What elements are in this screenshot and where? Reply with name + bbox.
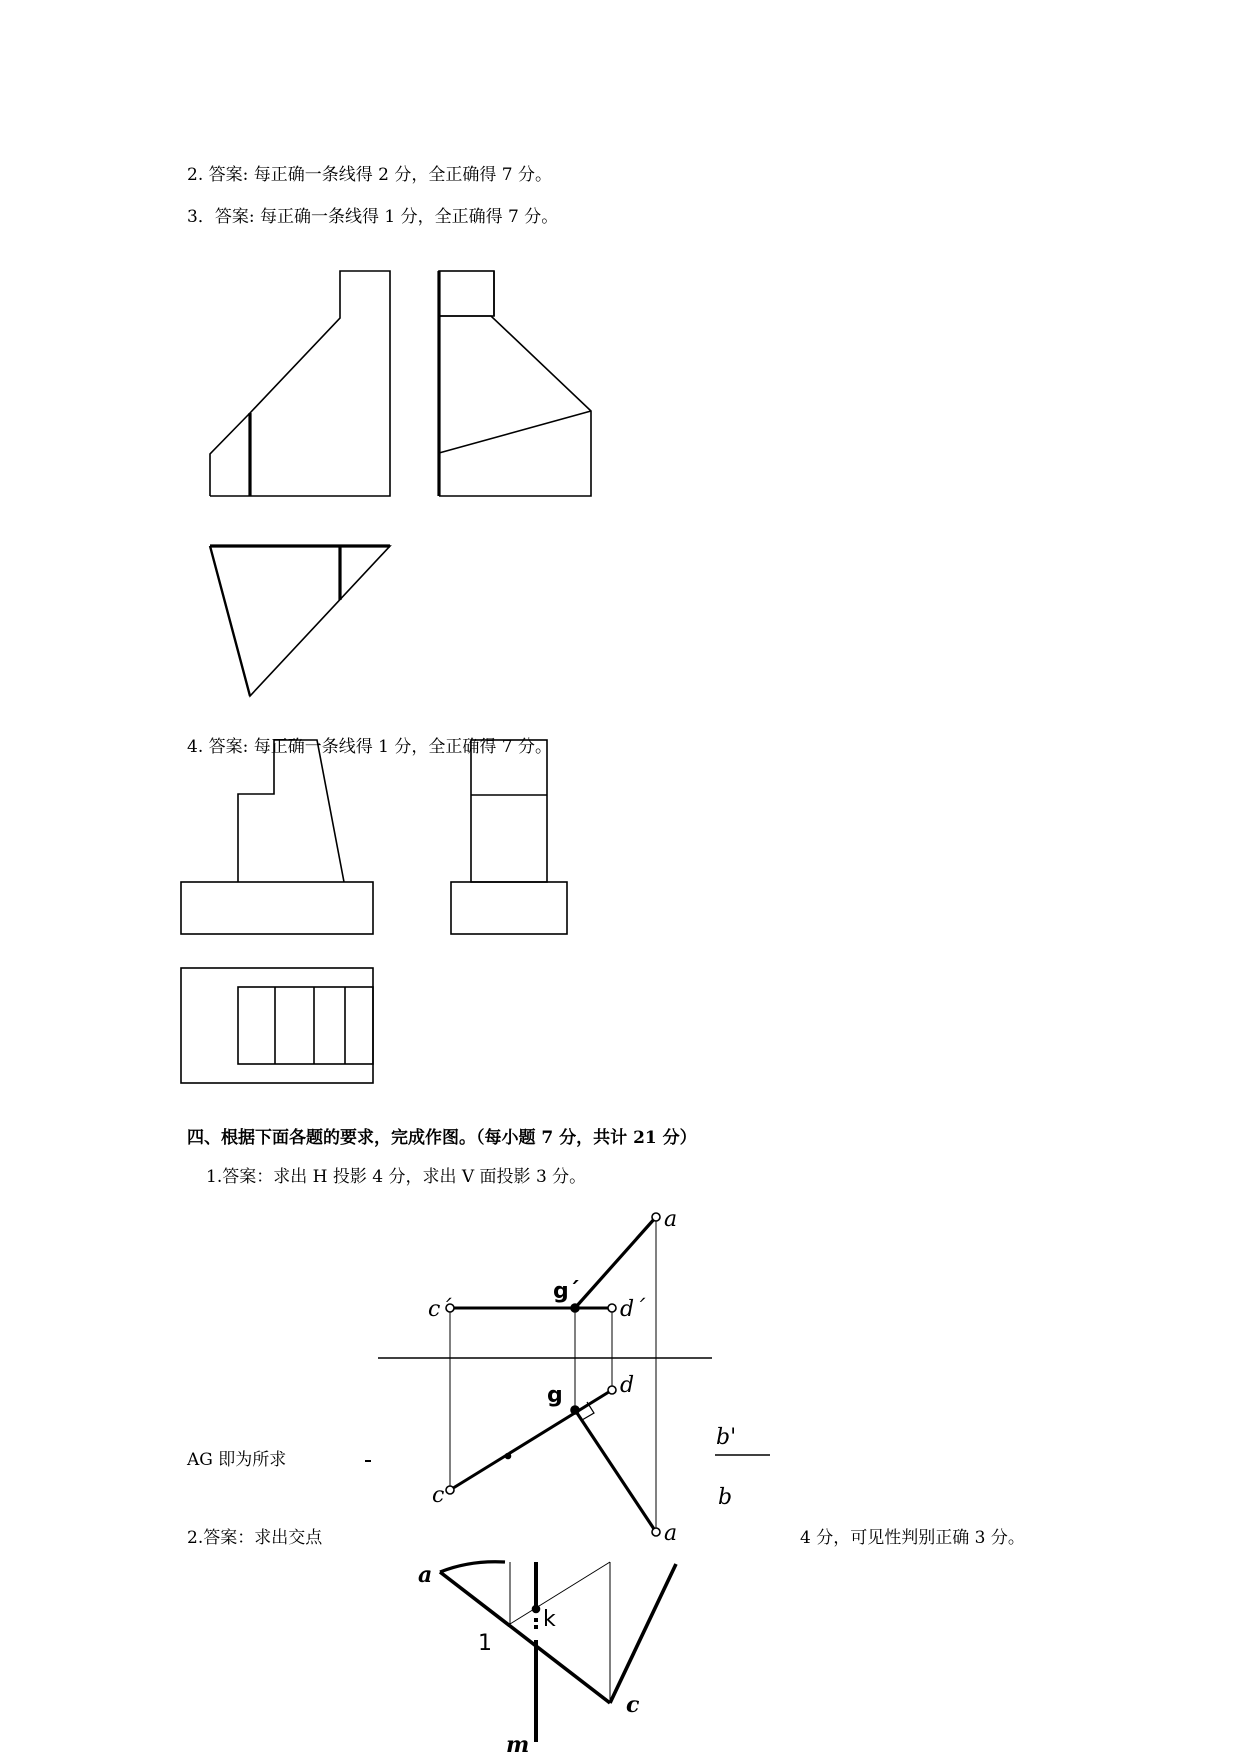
q4-top-view (181, 968, 373, 1083)
label-fig2-k: k (543, 1607, 556, 1632)
label-a-bottom: a (664, 1521, 678, 1546)
label-d-prime: d´ (620, 1297, 646, 1322)
section4-item2-left: 2.答案：求出交点 (187, 1528, 323, 1548)
figure1-labels (428, 1207, 736, 1546)
label-g-prime: g´ (553, 1279, 580, 1304)
label-g: g (547, 1383, 563, 1408)
section4-heading: 四、根据下面各题的要求，完成作图。（每小题 7 分，共计 21 分） (187, 1128, 697, 1148)
answer-q4: 4. 答案: 每正确一条线得 1 分，全正确得 7 分。 (187, 737, 553, 757)
label-b: b (718, 1485, 733, 1510)
section4-item1-result: AG 即为所求 (187, 1450, 287, 1470)
q3-front-view (210, 271, 390, 496)
figure2-labels (418, 1562, 640, 1754)
answer-q3: 3．答案: 每正确一条线得 1 分，全正确得 7 分。 (187, 207, 559, 227)
figure2-intersection (440, 1562, 676, 1742)
label-b-prime: b' (716, 1425, 737, 1450)
label-c-prime: c´ (428, 1297, 452, 1322)
label-fig2-m: m (506, 1732, 530, 1754)
answer-q2: 2. 答案: 每正确一条线得 2 分，全正确得 7 分。 (187, 165, 553, 185)
section4-item1: 1.答案：求出 H 投影 4 分，求出 V 面投影 3 分。 (206, 1167, 587, 1187)
label-c: c (432, 1483, 445, 1508)
q4-side-view (451, 740, 567, 934)
figure1-projection (365, 1213, 770, 1536)
label-fig2-a: a (418, 1562, 433, 1588)
label-d: d (620, 1373, 635, 1398)
section4-item2-right: 4 分，可见性判别正确 3 分。 (800, 1528, 1025, 1548)
label-fig2-c: c (626, 1692, 640, 1718)
q3-top-view (210, 546, 390, 696)
q4-front-view (181, 740, 373, 934)
label-a-top: a (664, 1207, 678, 1232)
q3-side-view (439, 271, 591, 496)
label-fig2-one: 1 (478, 1631, 492, 1656)
